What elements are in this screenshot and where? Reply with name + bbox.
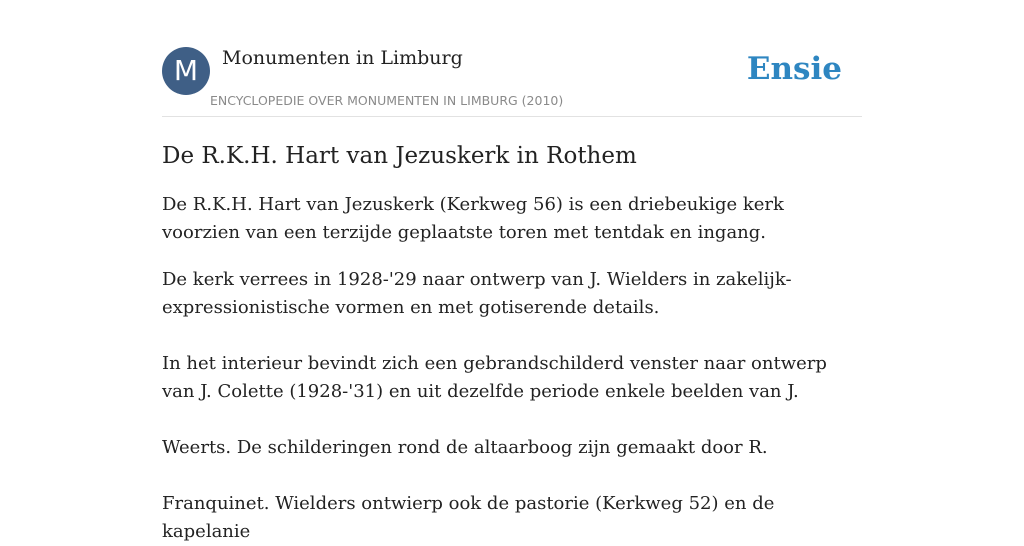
collection-header — [162, 0, 862, 117]
collection-avatar[interactable]: M — [162, 47, 210, 95]
collection-title-link[interactable]: Monumenten in Limburg — [222, 47, 463, 69]
article-paragraph: Weerts. De schilderingen rond de altaarboog zijn gemaakt door R. — [162, 437, 768, 458]
article-page — [162, 0, 862, 542]
paragraph-gap — [162, 462, 862, 490]
article-paragraph: De R.K.H. Hart van Jezuskerk (Kerkweg 56) is een driebeukige kerk voorzien van een terzijde geplaatste toren met tentdak en ingang. — [162, 194, 784, 243]
article-paragraph: Franquinet. Wielders ontwierp ook de pastorie (Kerkweg 52) en de kapelanie — [162, 493, 775, 542]
article-body — [162, 191, 862, 546]
article-title: De R.K.H. Hart van Jezuskerk in Rothem — [162, 143, 637, 169]
ensie-logo-link[interactable]: Ensie — [746, 51, 842, 87]
article-paragraph: In het interieur bevindt zich een gebrandschilderd venster naar ontwerp van J. Colette (1928-'31) en uit dezelfde periode enkele beelden van J. — [162, 353, 827, 402]
collection-subtitle: ENCYCLOPEDIE OVER MONUMENTEN IN LIMBURG (2010) — [210, 93, 564, 108]
paragraph-gap — [162, 322, 862, 350]
paragraph-gap — [162, 406, 862, 434]
article-paragraph: De kerk verrees in 1928-'29 naar ontwerp van J. Wielders in zakelijk-expressionistische vormen en met gotiserende details. — [162, 269, 792, 318]
